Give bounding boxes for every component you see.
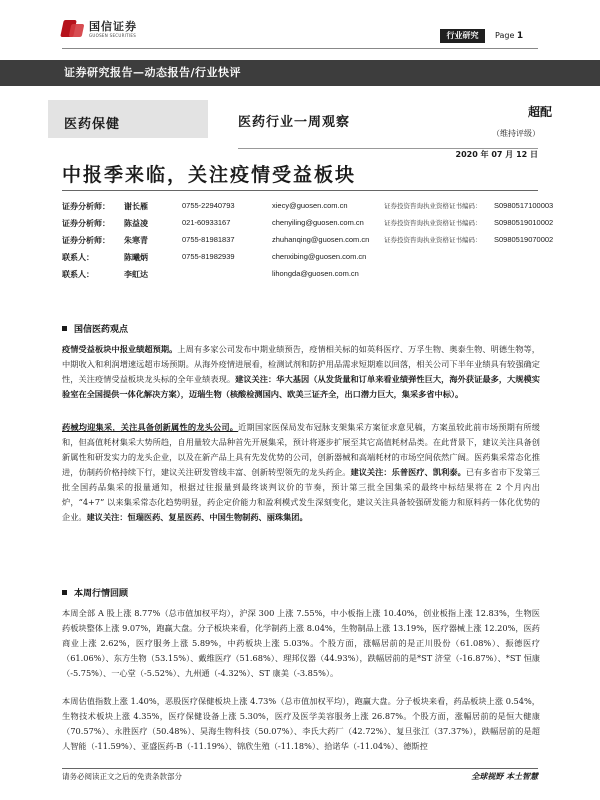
- para-picks: 华大基因（从发货量和订单来看业绩弹性巨大，海外获证最多，大规模实验室在全国提供一体化解决方案），迈瑞生物（核酸检测国内、欧美三证齐全，出口潜力巨大，集采多省中标）。: [62, 374, 540, 399]
- para-label: 建议关注：: [350, 467, 392, 477]
- para-text: 本周估值指数上涨 1.40%，恶股医疗保健板块上涨 4.73%（总市值加权平均），跑赢大盘。分子板块来看，药品板块上涨 0.54%，生物技术板块上涨 4.35%，医疗保健设备上涨 5.30%，医疗及医学美容服务上涨 26.87%。个股方面，涨幅居前的是恒大健康（70.57%）、永胜医疗（50.48%）、昊海生物科技（50.07%）、李氏大药厂（42.72%）、复旦张江（37.37%），跌幅居前的是超人智能（-11.59%）、亚盛医药-B（-11.19%）、锦欣生殖（-11.18%）、拾诺华（-11.04%）、德斯控: [62, 696, 540, 751]
- analyst-role: 证券分析师：: [62, 201, 110, 211]
- rating-note: （维持评级）: [492, 129, 540, 138]
- para-body: 近期国家医保局发布冠脉支架集采方案征求意见稿，方案虽较此前市场预期有所缓和，但高值耗材集采大势所趋，自用量较大品种首先开展集采，预计将逐步扩展至其它高值耗材品类。在此背景下，建议关注具备创新属性和研发实力的龙头企业，以及在新产品上具有先发优势的公司，创新器械和高端耗材的市场空间依然广阔。医药集采常态化推进，仿制药价格持续下行，建议关注研发管线丰富、创新转型领先的龙头药企。: [62, 422, 540, 477]
- analyst-name: 谢长雁: [124, 201, 148, 211]
- report-type-tag: 行业研究: [440, 29, 485, 43]
- analyst-phone: 021-60933167: [182, 218, 231, 227]
- logo-en: GUOSEN SECURITIES: [89, 32, 137, 38]
- headline: 中报季来临，关注疫情受益板块: [62, 164, 357, 186]
- sector-name: 医药保健: [64, 117, 121, 132]
- report-subject: 医药行业一周观察: [238, 115, 351, 130]
- analyst-phone: 0755-22940793: [182, 201, 235, 210]
- analyst-cert-no: S0980519070002: [494, 235, 554, 244]
- headline-divider: [62, 190, 538, 191]
- contact-email[interactable]: chenxibing@guosen.com.cn: [272, 252, 367, 261]
- footer-divider: [62, 768, 538, 769]
- para-label-2: 建议关注：: [86, 512, 128, 522]
- contact-role: 联系人：: [62, 269, 94, 279]
- logo-cn: 国信证券: [89, 19, 137, 33]
- page-label: Page: [495, 31, 515, 40]
- analyst-phone: 0755-81981837: [182, 235, 235, 244]
- para-label: 建议关注：: [235, 374, 277, 384]
- contact-email[interactable]: lihongda@guosen.com.cn: [272, 269, 359, 278]
- analyst-row: [62, 199, 554, 213]
- analyst-email[interactable]: xiecy@guosen.com.cn: [272, 201, 348, 210]
- disclaimer-note: 请务必阅读正文之后的免责条款部分: [62, 772, 182, 781]
- analyst-email[interactable]: chenyiling@guosen.com.cn: [272, 218, 364, 227]
- analyst-role: 证券分析师：: [62, 235, 110, 245]
- paragraph-epidemic: [62, 342, 540, 402]
- paragraph-a-share: [62, 606, 540, 681]
- section-bullet-icon: [62, 326, 67, 331]
- analyst-cert-no: S0980519010002: [494, 218, 554, 227]
- para-lead: 药械均迎集采，关注具备创新属性的龙头公司。: [62, 422, 239, 432]
- section-title-text: 本周行情回顾: [74, 589, 129, 599]
- analyst-email[interactable]: zhuhanqing@guosen.com.cn: [272, 235, 370, 244]
- analyst-row: [62, 233, 554, 247]
- analyst-row: [62, 216, 554, 230]
- logo-icon: [62, 18, 84, 40]
- para-text: 本周全部 A 股上涨 8.77%（总市值加权平均），沪深 300 上涨 7.55%，中小板指上涨 10.40%，创业板指上涨 12.83%，生物医药板块整体上涨 9.07%，跑赢大盘。分子板块来看，化学制药上涨 8.04%，生物制品上涨 13.19%，医疗器械上涨 12.20%，医药商业上涨 2.62%，医疗服务上涨 5.89%，中药板块上涨 5.03%。个股方面，涨幅居前的是正川股份（61.08%）、振德医疗（61.06%）、东方生物（53.15%）、戴维医疗（51.68%）、理邦仪器（44.93%），跌幅居前的是*ST 济堂（-16.87%）、*ST 恒康（-5.75%）、一心堂（-5.52%）、九州通（-4.32%）、ST 康美（-3.85%）。: [62, 608, 540, 678]
- analyst-role: 证券分析师：: [62, 218, 110, 228]
- para-body-2: 已有多省市下发第三批全国药品集采的报量通知，根据过往报量到最终谈判议价的节奏，预计第三批全国集采的最终中标结果将在 2 个月内出炉，“4+7” 以来集采常态化趋势明显，药企定价能力和盈利模式发生深刻变化，建议关注具备较强研发能力和原料药一体化优势的企业。: [62, 467, 540, 522]
- paragraph-hk-share: [62, 694, 540, 754]
- report-date: 2020 年 07 月 12 日: [455, 150, 538, 159]
- page-number: 1: [516, 31, 524, 41]
- header-divider: [62, 48, 538, 49]
- contact-row: [62, 250, 542, 264]
- analyst-cert-label: 证券投资咨询执业资格证书编码：: [384, 236, 482, 244]
- company-logo: [62, 18, 137, 40]
- contact-phone: 0755-81982939: [182, 252, 235, 261]
- contact-name: 陈曦炳: [124, 252, 148, 262]
- contact-role: 联系人：: [62, 252, 94, 262]
- rating: 超配: [528, 105, 553, 119]
- para-picks: 乐普医疗、凯利泰。: [391, 467, 466, 477]
- para-body: 上周有多家公司发布中期业绩预告，疫情相关标的如英科医疗、万孚生物、奥泰生物、明德生物等，中期收入和利润增速远超市场预期。从海外疫情进展看，检测试剂和防护用品需求短期难以回落，相关公司下半年业绩具有较强确定性，关注疫情受益板块龙头标的全年业绩表现。: [62, 344, 540, 384]
- analyst-name: 陈益凌: [124, 218, 148, 228]
- section-bullet-icon: [62, 590, 67, 595]
- paragraph-procurement: [62, 420, 540, 525]
- para-lead: 疫情受益板块中报业绩超预期。: [62, 344, 178, 354]
- analyst-cert-no: S0980517100003: [494, 201, 554, 210]
- report-banner: 证券研究报告—动态报告/行业快评: [0, 60, 600, 86]
- analyst-cert-label: 证券投资咨询执业资格证书编码：: [384, 202, 482, 210]
- contact-row: [62, 267, 542, 281]
- section-title-view: [62, 322, 128, 335]
- analyst-cert-label: 证券投资咨询执业资格证书编码：: [384, 219, 482, 227]
- footer-slogan: 全球视野 本土智慧: [471, 771, 538, 781]
- para-picks-2: 恒瑞医药、复星医药、中国生物制药、丽珠集团。: [127, 512, 308, 522]
- contact-name: 李虹达: [124, 269, 148, 279]
- section-title-text: 国信医药观点: [74, 325, 129, 335]
- page-indicator: [495, 29, 523, 43]
- analyst-name: 朱寒青: [124, 235, 148, 245]
- section-title-weekly: [62, 586, 128, 599]
